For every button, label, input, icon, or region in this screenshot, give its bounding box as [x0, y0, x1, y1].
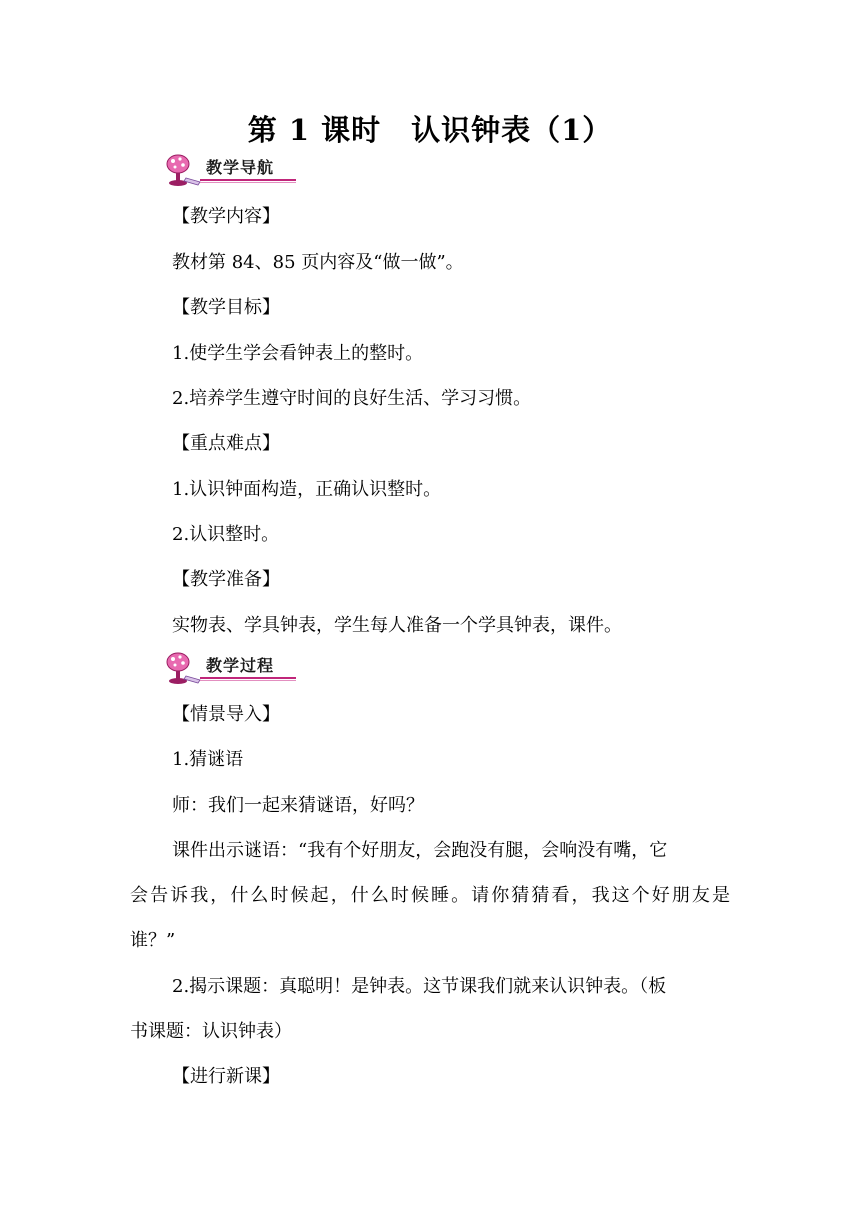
heading-content: 【教学内容】 [172, 206, 280, 227]
key-item-1: 1.认识钟面构造，正确认识整时。 [172, 479, 442, 500]
reveal-line-2: 书课题：认识钟表） [130, 1021, 292, 1042]
riddle-title: 1.猜谜语 [172, 749, 244, 770]
goal-item-1: 1.使学生学会看钟表上的整时。 [172, 343, 424, 364]
section-badge-nav [160, 152, 300, 188]
lamp-icon [160, 152, 204, 188]
section-label-process: 教学过程 [206, 656, 275, 675]
section-underline-light [200, 182, 296, 183]
heading-prep: 【教学准备】 [172, 569, 280, 590]
teacher-line: 师：我们一起来猜谜语，好吗？ [172, 795, 424, 816]
heading-key: 【重点难点】 [172, 433, 280, 454]
goal-item-2: 2.培养学生遵守时间的良好生活、学习习惯。 [172, 388, 532, 409]
content-text: 教材第 84、85 页内容及“做一做”。 [172, 252, 464, 273]
section-label-nav: 教学导航 [206, 158, 275, 177]
lamp-icon [160, 650, 204, 686]
riddle-line-1: 课件出示谜语：“我有个好朋友，会跑没有腿，会响没有嘴，它 [172, 840, 668, 861]
heading-new-lesson: 【进行新课】 [172, 1066, 280, 1087]
page-title: 第 1 课时 认识钟表（1） [247, 113, 613, 147]
key-item-2: 2.认识整时。 [172, 524, 280, 545]
riddle-line-2: 会告诉我，什么时候起，什么时候睡。请你猜猜看，我这个好朋友是 [130, 885, 730, 906]
section-underline [200, 179, 296, 181]
section-badge-process [160, 650, 300, 686]
heading-intro: 【情景导入】 [172, 704, 280, 725]
heading-goal: 【教学目标】 [172, 297, 280, 318]
section-underline [200, 677, 296, 679]
reveal-line-1: 2.揭示课题：真聪明！是钟表。这节课我们就来认识钟表。（板 [172, 976, 667, 997]
prep-text: 实物表、学具钟表，学生每人准备一个学具钟表，课件。 [172, 615, 622, 636]
riddle-line-3: 谁？” [130, 930, 176, 951]
section-underline-light [200, 680, 296, 681]
